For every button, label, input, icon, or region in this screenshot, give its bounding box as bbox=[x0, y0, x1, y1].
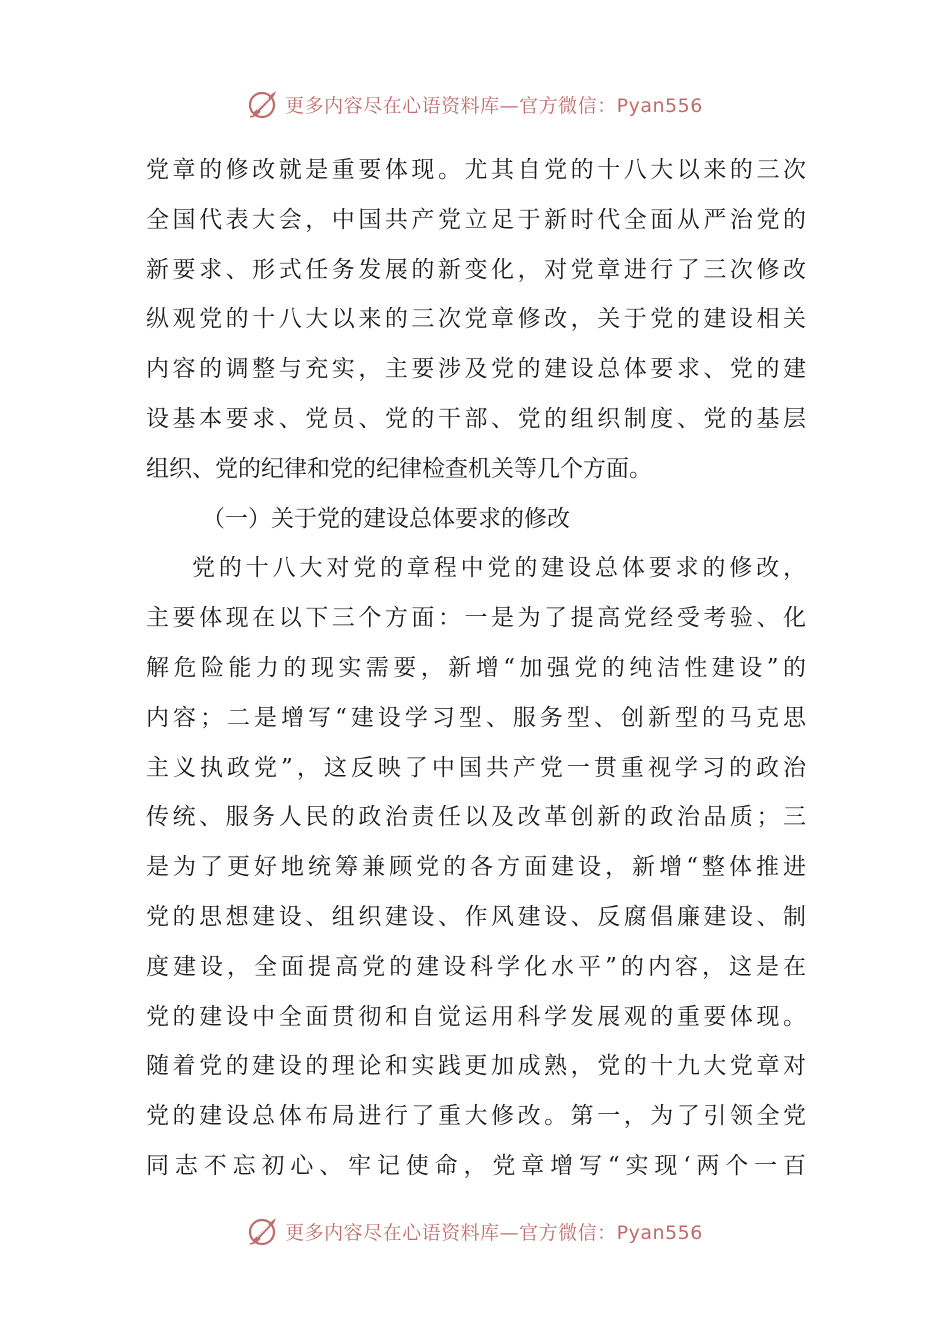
text-line: 随着党的建设的理论和实践更加成熟，党的十九大党章对 bbox=[146, 1053, 806, 1080]
text-line: 解危险能力的现实需要，新增“加强党的纯洁性建设”的 bbox=[146, 654, 806, 681]
text-line: 党的建设总体布局进行了重大修改。第一，为了引领全党 bbox=[146, 1103, 806, 1130]
banner-wechat-id: Pyan556 bbox=[616, 94, 703, 117]
quill-logo-icon bbox=[247, 87, 281, 121]
text-line: 党的建设中全面贯彻和自觉运用科学发展观的重要体现。 bbox=[146, 1003, 806, 1030]
text-line: 党章的修改就是重要体现。尤其自党的十八大以来的三次 bbox=[146, 157, 806, 183]
text-line: 组织、党的纪律和党的纪律检查机关等几个方面。 bbox=[146, 455, 652, 482]
text-line: 全国代表大会，中国共产党立足于新时代全面从严治党的 bbox=[146, 206, 806, 233]
banner-text bbox=[285, 1218, 703, 1245]
text-line: 主要体现在以下三个方面：一是为了提高党经受考验、化 bbox=[146, 605, 806, 632]
section-heading: （一）关于党的建设总体要求的修改 bbox=[202, 505, 570, 532]
text-line: 度建设，全面提高党的建设科学化水平”的内容，这是在 bbox=[146, 953, 806, 980]
header-banner bbox=[0, 84, 950, 124]
text-line: 主义执政党”，这反映了中国共产党一贯重视学习的政治 bbox=[146, 754, 806, 781]
text-line: 传统、服务人民的政治责任以及改革创新的政治品质；三 bbox=[146, 804, 806, 831]
banner-text bbox=[285, 91, 703, 118]
footer-banner bbox=[0, 1211, 950, 1251]
text-line: 党的十八大对党的章程中党的建设总体要求的修改， bbox=[192, 555, 806, 582]
document-body bbox=[146, 146, 806, 1192]
text-line: 党的思想建设、组织建设、作风建设、反腐倡廉建设、制 bbox=[146, 903, 806, 930]
banner-prefix: 更多内容尽在心语资料库—官方微信： bbox=[285, 1221, 617, 1244]
text-line: 纵观党的十八大以来的三次党章修改，关于党的建设相关 bbox=[146, 306, 806, 333]
banner-prefix: 更多内容尽在心语资料库—官方微信： bbox=[285, 94, 617, 117]
text-line: 是为了更好地统筹兼顾党的各方面建设，新增“整体推进 bbox=[146, 854, 806, 881]
text-line: 内容的调整与充实，主要涉及党的建设总体要求、党的建 bbox=[146, 356, 806, 383]
text-line: 设基本要求、党员、党的干部、党的组织制度、党的基层 bbox=[146, 405, 806, 432]
text-line: 内容；二是增写“建设学习型、服务型、创新型的马克思 bbox=[146, 704, 806, 731]
text-line: 同志不忘初心、牢记使命，党章增写“实现‘两个一百 bbox=[146, 1152, 806, 1179]
quill-logo-icon bbox=[247, 1214, 281, 1248]
banner-wechat-id: Pyan556 bbox=[616, 1221, 703, 1244]
text-line: 新要求、形式任务发展的新变化，对党章进行了三次修改 bbox=[146, 256, 806, 283]
